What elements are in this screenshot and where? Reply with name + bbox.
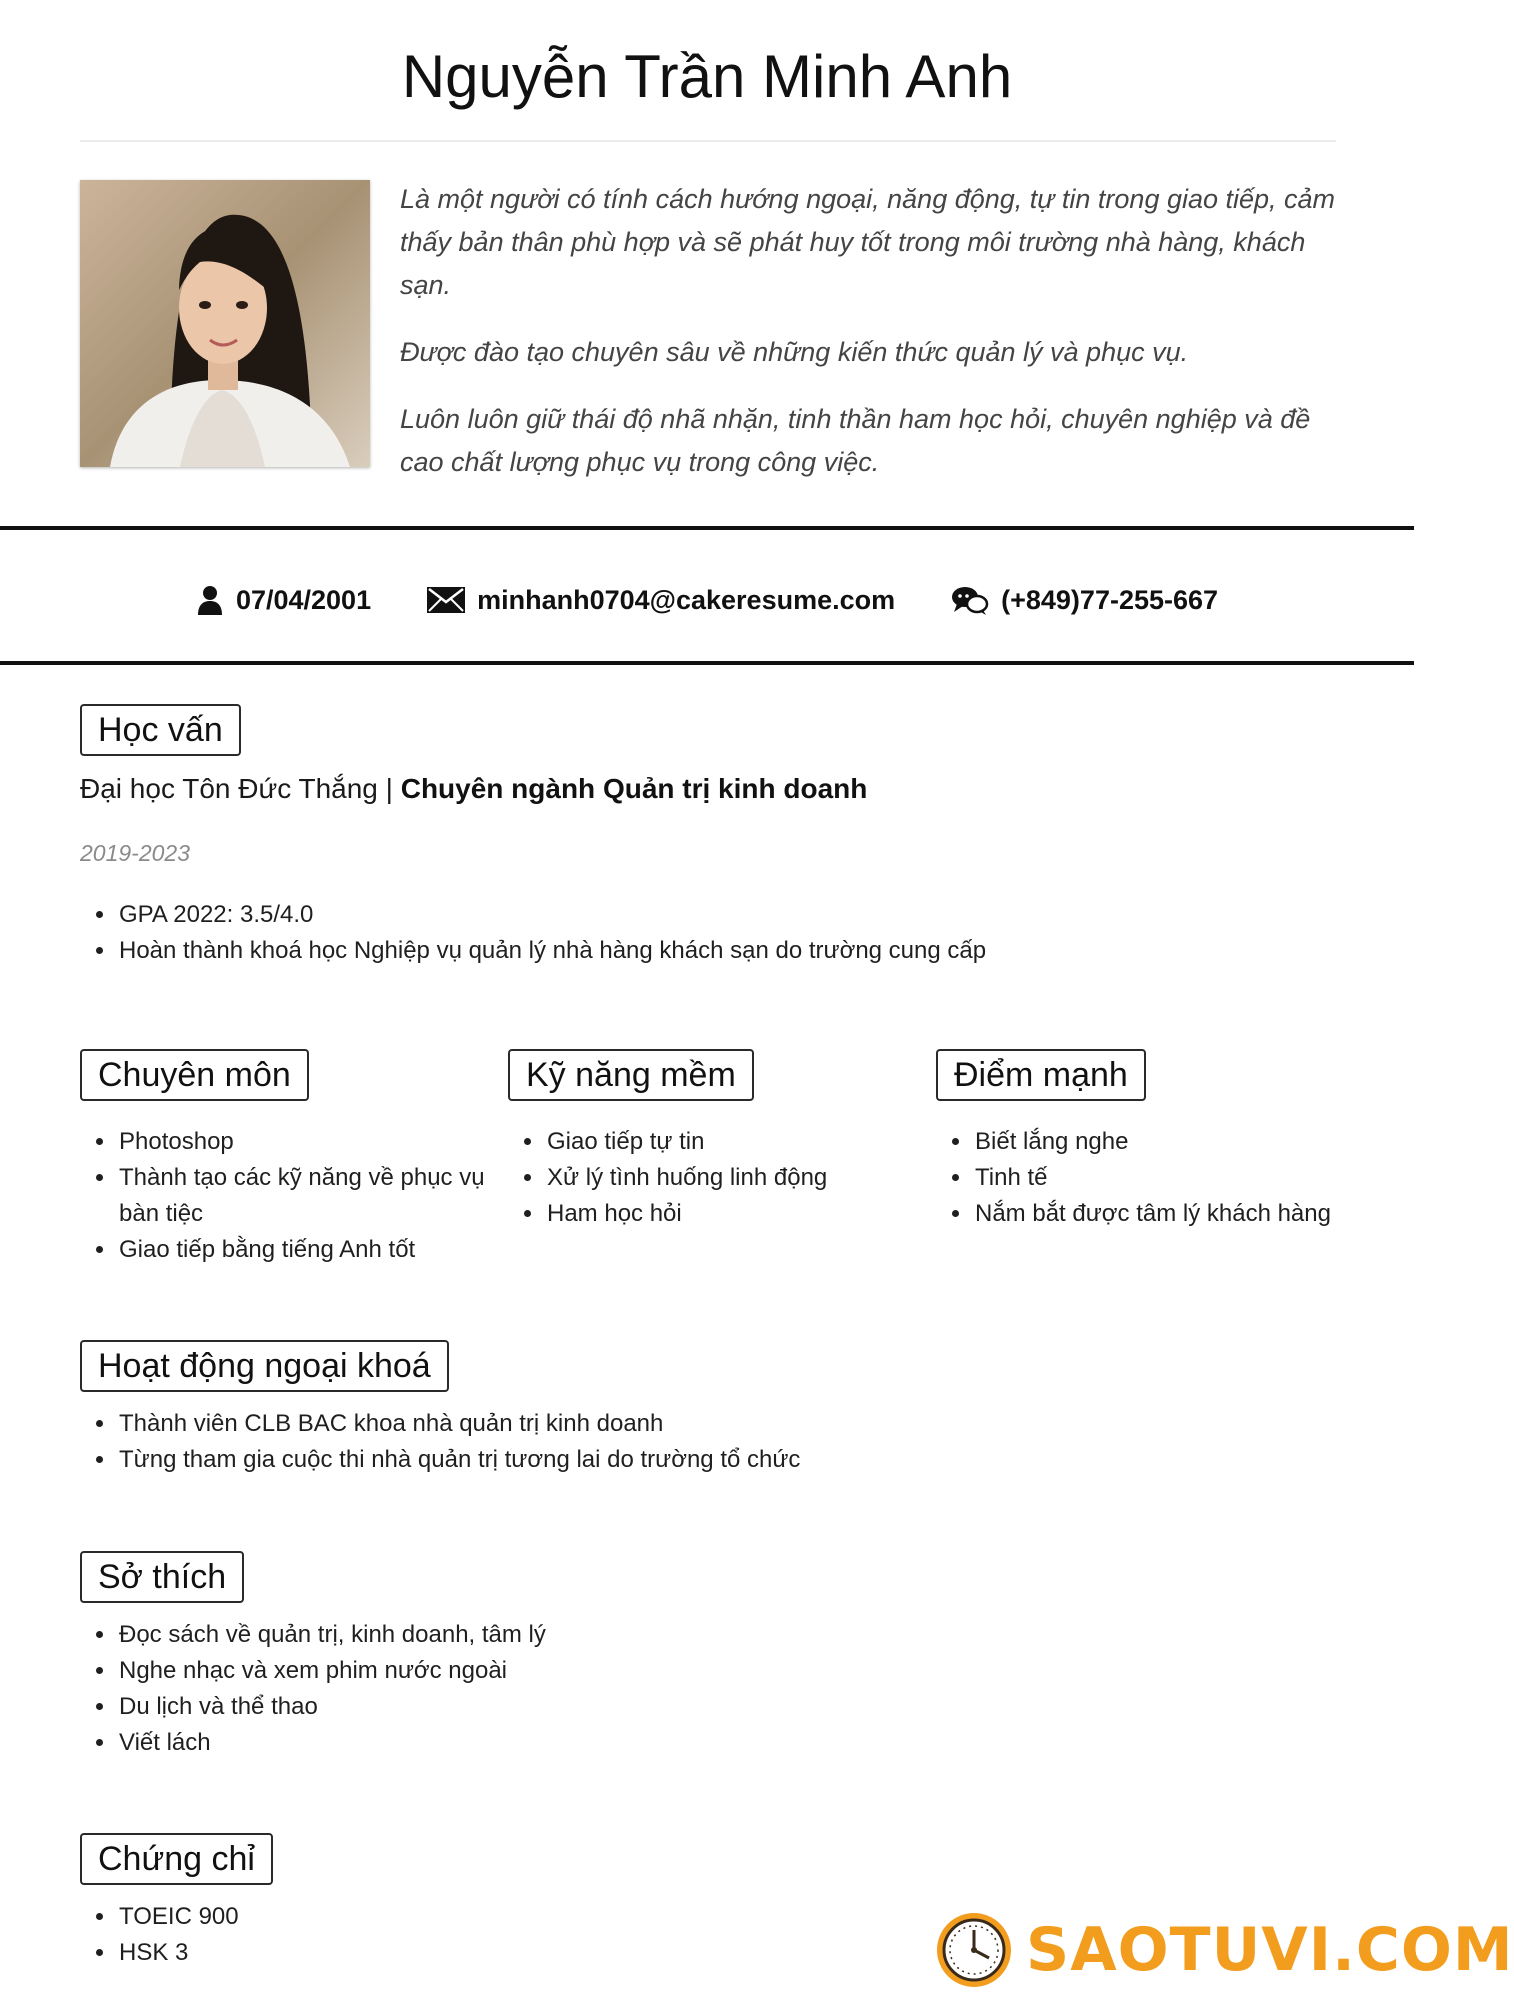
hobbies-title: Sở thích (80, 1551, 244, 1603)
list-item: • Nghe nhạc và xem phim nước ngoài (117, 1653, 546, 1689)
education-years: 2019-2023 (80, 840, 190, 866)
list-item: • Từng tham gia cuộc thi nhà quản trị tương lai do trường tổ chức (117, 1442, 800, 1478)
education-school-line (80, 773, 867, 805)
watermark-text: SAOTUVI.COM (1026, 1915, 1514, 1985)
phone-text[interactable]: (+849)77-255-667 (1001, 584, 1219, 615)
list-item: • Thành tạo các kỹ năng về phục vụ bàn tiệc (117, 1160, 492, 1232)
hobbies-list (80, 1617, 546, 1761)
activities-list (80, 1406, 800, 1478)
education-list (80, 897, 986, 969)
page-title: Nguyễn Trần Minh Anh (401, 43, 1013, 110)
phone-contact[interactable] (951, 585, 1218, 616)
email-contact[interactable] (427, 585, 895, 616)
expertise-title: Chuyên môn (80, 1049, 309, 1101)
contact-bottom-rule (0, 661, 1414, 665)
summary-paragraph: Được đào tạo chuyên sâu về những kiến thức quản lý và phục vụ. (400, 337, 1189, 367)
list-item: • Viết lách (117, 1725, 546, 1761)
watermark (934, 1910, 1514, 1990)
soft-skills-title: Kỹ năng mềm (508, 1049, 754, 1101)
title-divider (80, 140, 1336, 142)
education-title: Học vấn (80, 704, 241, 756)
major-name: Chuyên ngành Quản trị kinh doanh (400, 773, 868, 804)
activities-title: Hoạt động ngoại khoá (80, 1340, 449, 1392)
certificates-title: Chứng chỉ (80, 1833, 273, 1885)
list-item: • Giao tiếp bằng tiếng Anh tốt (117, 1232, 492, 1268)
clock-logo-icon (934, 1910, 1014, 1990)
expertise-list (80, 1124, 492, 1268)
birthday-contact (196, 585, 371, 616)
list-item: • HSK 3 (117, 1935, 239, 1971)
person-icon (196, 585, 224, 615)
strengths-title: Điểm mạnh (936, 1049, 1146, 1101)
list-item: • Ham học hỏi (545, 1196, 925, 1232)
profile-photo (80, 180, 370, 467)
summary-paragraph: Là một người có tính cách hướng ngoại, năng động, tự tin trong giao tiếp, cảm thấy bản thân phù hợp và sẽ phát huy tốt trong môi trường nhà hàng, khách sạn. (400, 184, 1336, 300)
list-item: • Photoshop (117, 1124, 492, 1160)
list-item: • GPA 2022: 3.5/4.0 (117, 897, 986, 933)
list-item: • Thành viên CLB BAC khoa nhà quản trị kinh doanh (117, 1406, 800, 1442)
school-name: Đại học Tôn Đức Thắng (80, 773, 378, 804)
list-item: • Giao tiếp tự tin (545, 1124, 925, 1160)
email-text[interactable]: minhanh0704@cakeresume.com (477, 584, 896, 615)
chat-bubbles-icon (951, 585, 989, 615)
list-item: • TOEIC 900 (117, 1899, 239, 1935)
list-item: • Đọc sách về quản trị, kinh doanh, tâm lý (117, 1617, 546, 1653)
envelope-icon (427, 587, 465, 613)
contact-bar (0, 575, 1414, 625)
list-item: • Xử lý tình huống linh động (545, 1160, 925, 1196)
strengths-list (936, 1124, 1393, 1232)
summary-paragraph: Luôn luôn giữ thái độ nhã nhặn, tinh thần ham học hỏi, chuyên nghiệp và đề cao chất lượng phục vụ trong công việc. (400, 404, 1311, 477)
list-item: • Hoàn thành khoá học Nghiệp vụ quản lý nhà hàng khách sạn do trường cung cấp (117, 933, 986, 969)
soft-skills-list (508, 1124, 925, 1232)
birthday-text: 07/04/2001 (235, 584, 372, 615)
profile-summary (400, 178, 1340, 508)
certificates-list (80, 1899, 239, 1971)
list-item: • Nắm bắt được tâm lý khách hàng (973, 1196, 1393, 1232)
list-item: • Tinh tế (973, 1160, 1393, 1196)
list-item: • Biết lắng nghe (973, 1124, 1393, 1160)
list-item: • Du lịch và thể thao (117, 1689, 546, 1725)
contact-top-rule (0, 526, 1414, 530)
school-separator: | (377, 773, 401, 804)
